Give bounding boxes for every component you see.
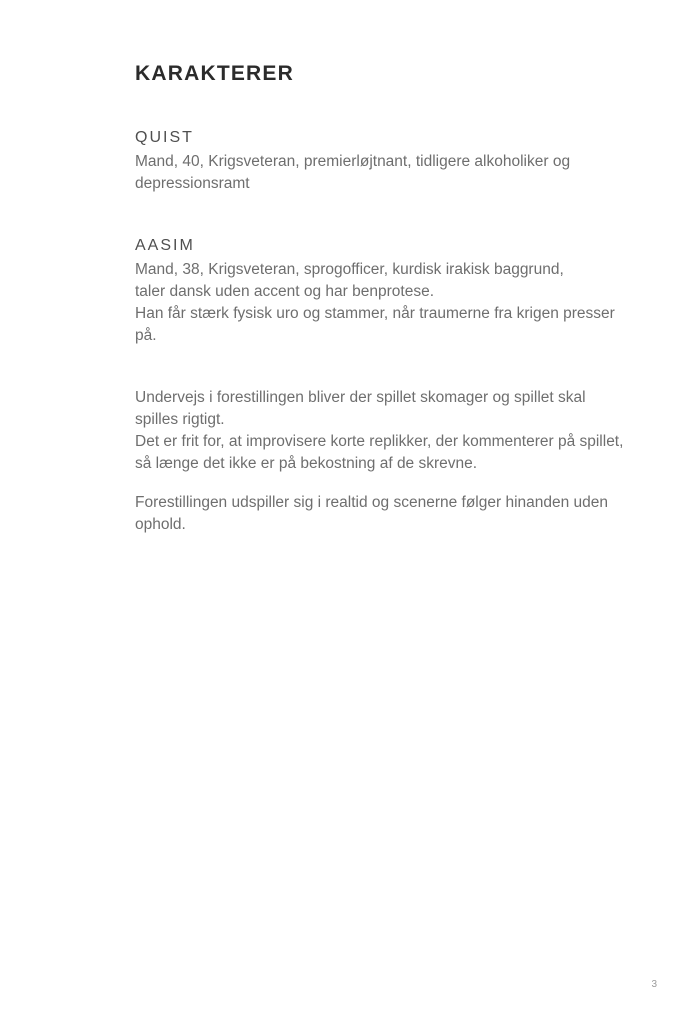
staging-notes — [135, 387, 635, 536]
page-content — [135, 0, 635, 536]
description-line: Mand, 38, Krigsveteran, sprogofficer, kurdisk irakisk baggrund, — [135, 261, 564, 278]
description-line: taler dansk uden accent og har benprotese. — [135, 283, 435, 300]
character-heading-aasim: AASIM — [135, 237, 195, 254]
note-line: Forestillingen udspiller sig i realtid og scenerne følger hinanden uden — [135, 494, 609, 511]
character-description — [135, 259, 635, 347]
character-description — [135, 151, 635, 195]
character-heading-quist: QUIST — [135, 129, 194, 146]
character-section-quist — [135, 129, 635, 195]
character-section-aasim — [135, 237, 635, 347]
page-title: KARAKTERER — [135, 62, 294, 85]
note-line: spilles rigtigt. — [135, 411, 225, 428]
description-line: Han får stærk fysisk uro og stammer, når traumerne fra krigen presser på. — [135, 305, 615, 344]
page-number: 3 — [651, 979, 657, 990]
note-line: Det er frit for, at improvisere korte replikker, der kommenterer på spillet, — [135, 433, 624, 450]
note-paragraph — [135, 492, 635, 536]
note-line: så længe det ikke er på bekostning af de skrevne. — [135, 455, 478, 472]
note-paragraph — [135, 387, 635, 475]
description-line: Mand, 40, Krigsveteran, premierløjtnant, tidligere alkoholiker og — [135, 153, 571, 170]
description-line: depressionsramt — [135, 175, 250, 192]
note-line: ophold. — [135, 516, 186, 533]
note-line: Undervejs i forestillingen bliver der spillet skomager og spillet skal — [135, 389, 586, 406]
